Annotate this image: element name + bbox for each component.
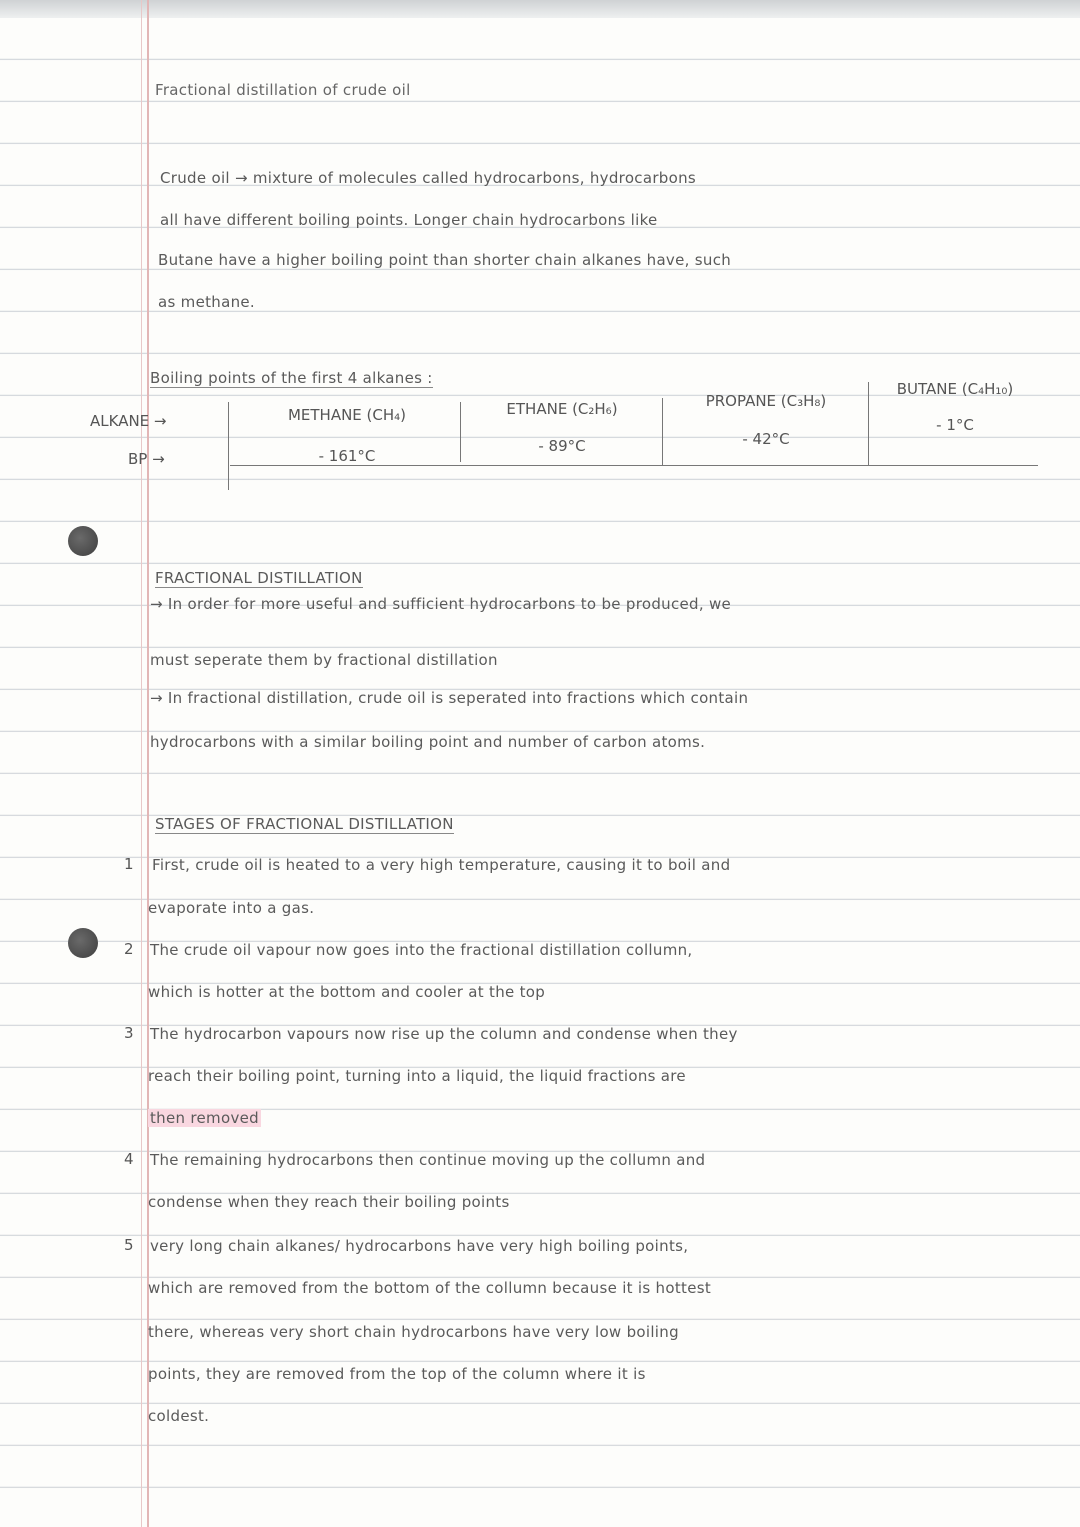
- stage-line: which are removed from the bottom of the collumn because it is hottest: [148, 1279, 712, 1297]
- boiling-points-table: [90, 380, 1040, 492]
- table-col-bp: - 89°C: [538, 437, 586, 455]
- stage-line: evaporate into a gas.: [148, 899, 315, 917]
- fractional-line: must seperate them by fractional distillation: [150, 651, 498, 669]
- row-label-bp: BP →: [128, 450, 165, 468]
- stage-number: 5: [124, 1236, 134, 1254]
- table-heading: Boiling points of the first 4 alkanes :: [150, 369, 433, 387]
- intro-line: all have different boiling points. Longer chain hydrocarbons like: [160, 211, 658, 229]
- table-col-name: PROPANE (C₃H₈): [705, 392, 827, 410]
- stage-line: which is hotter at the bottom and cooler at the top: [148, 983, 546, 1001]
- stage-line: reach their boiling point, turning into a liquid, the liquid fractions are: [148, 1067, 686, 1085]
- margin-line-inner: [141, 0, 142, 1527]
- page-title: Fractional distillation of crude oil: [155, 81, 411, 99]
- table-col-bp: - 42°C: [742, 430, 790, 448]
- stage-number: 3: [124, 1024, 134, 1042]
- fractional-line: → In order for more useful and sufficient hydrocarbons to be produced, we: [150, 595, 732, 613]
- stage-line: The hydrocarbon vapours now rise up the column and condense when they: [150, 1025, 738, 1043]
- row-label-alkane: ALKANE →: [90, 412, 167, 430]
- stage-line: The remaining hydrocarbons then continue moving up the collumn and: [150, 1151, 706, 1169]
- stage-line: then removed: [150, 1109, 259, 1127]
- fractional-line: hydrocarbons with a similar boiling point and number of carbon atoms.: [150, 733, 706, 751]
- punch-hole-icon: [68, 928, 98, 958]
- intro-line: Crude oil → mixture of molecules called hydrocarbons, hydrocarbons: [160, 169, 697, 187]
- stage-line: The crude oil vapour now goes into the fractional distillation collumn,: [150, 941, 693, 959]
- stage-line: condense when they reach their boiling points: [148, 1193, 510, 1211]
- section-heading-fractional: FRACTIONAL DISTILLATION: [155, 569, 363, 587]
- section-heading-stages: STAGES OF FRACTIONAL DISTILLATION: [155, 815, 454, 833]
- stage-line: coldest.: [148, 1407, 210, 1425]
- table-col-name: ETHANE (C₂H₆): [506, 400, 618, 418]
- stage-line: points, they are removed from the top of the column where it is: [148, 1365, 646, 1383]
- stage-line: there, whereas very short chain hydrocarbons have very low boiling: [148, 1323, 679, 1341]
- stage-line: very long chain alkanes/ hydrocarbons have very high boiling points,: [150, 1237, 689, 1255]
- table-col-bp: - 161°C: [318, 447, 376, 465]
- table-col-name: BUTANE (C₄H₁₀): [896, 380, 1014, 398]
- stage-number: 2: [124, 940, 134, 958]
- stage-line: First, crude oil is heated to a very high temperature, causing it to boil and: [152, 856, 731, 874]
- fractional-line: → In fractional distillation, crude oil is seperated into fractions which contain: [150, 689, 749, 707]
- stage-number: 4: [124, 1150, 134, 1168]
- table-col-bp: - 1°C: [936, 416, 974, 434]
- page-top-edge: [0, 0, 1080, 18]
- punch-hole-icon: [68, 526, 98, 556]
- intro-line: Butane have a higher boiling point than shorter chain alkanes have, such: [158, 251, 732, 269]
- stage-number: 1: [124, 855, 134, 873]
- intro-line: as methane.: [158, 293, 255, 311]
- table-col-name: METHANE (CH₄): [287, 406, 407, 424]
